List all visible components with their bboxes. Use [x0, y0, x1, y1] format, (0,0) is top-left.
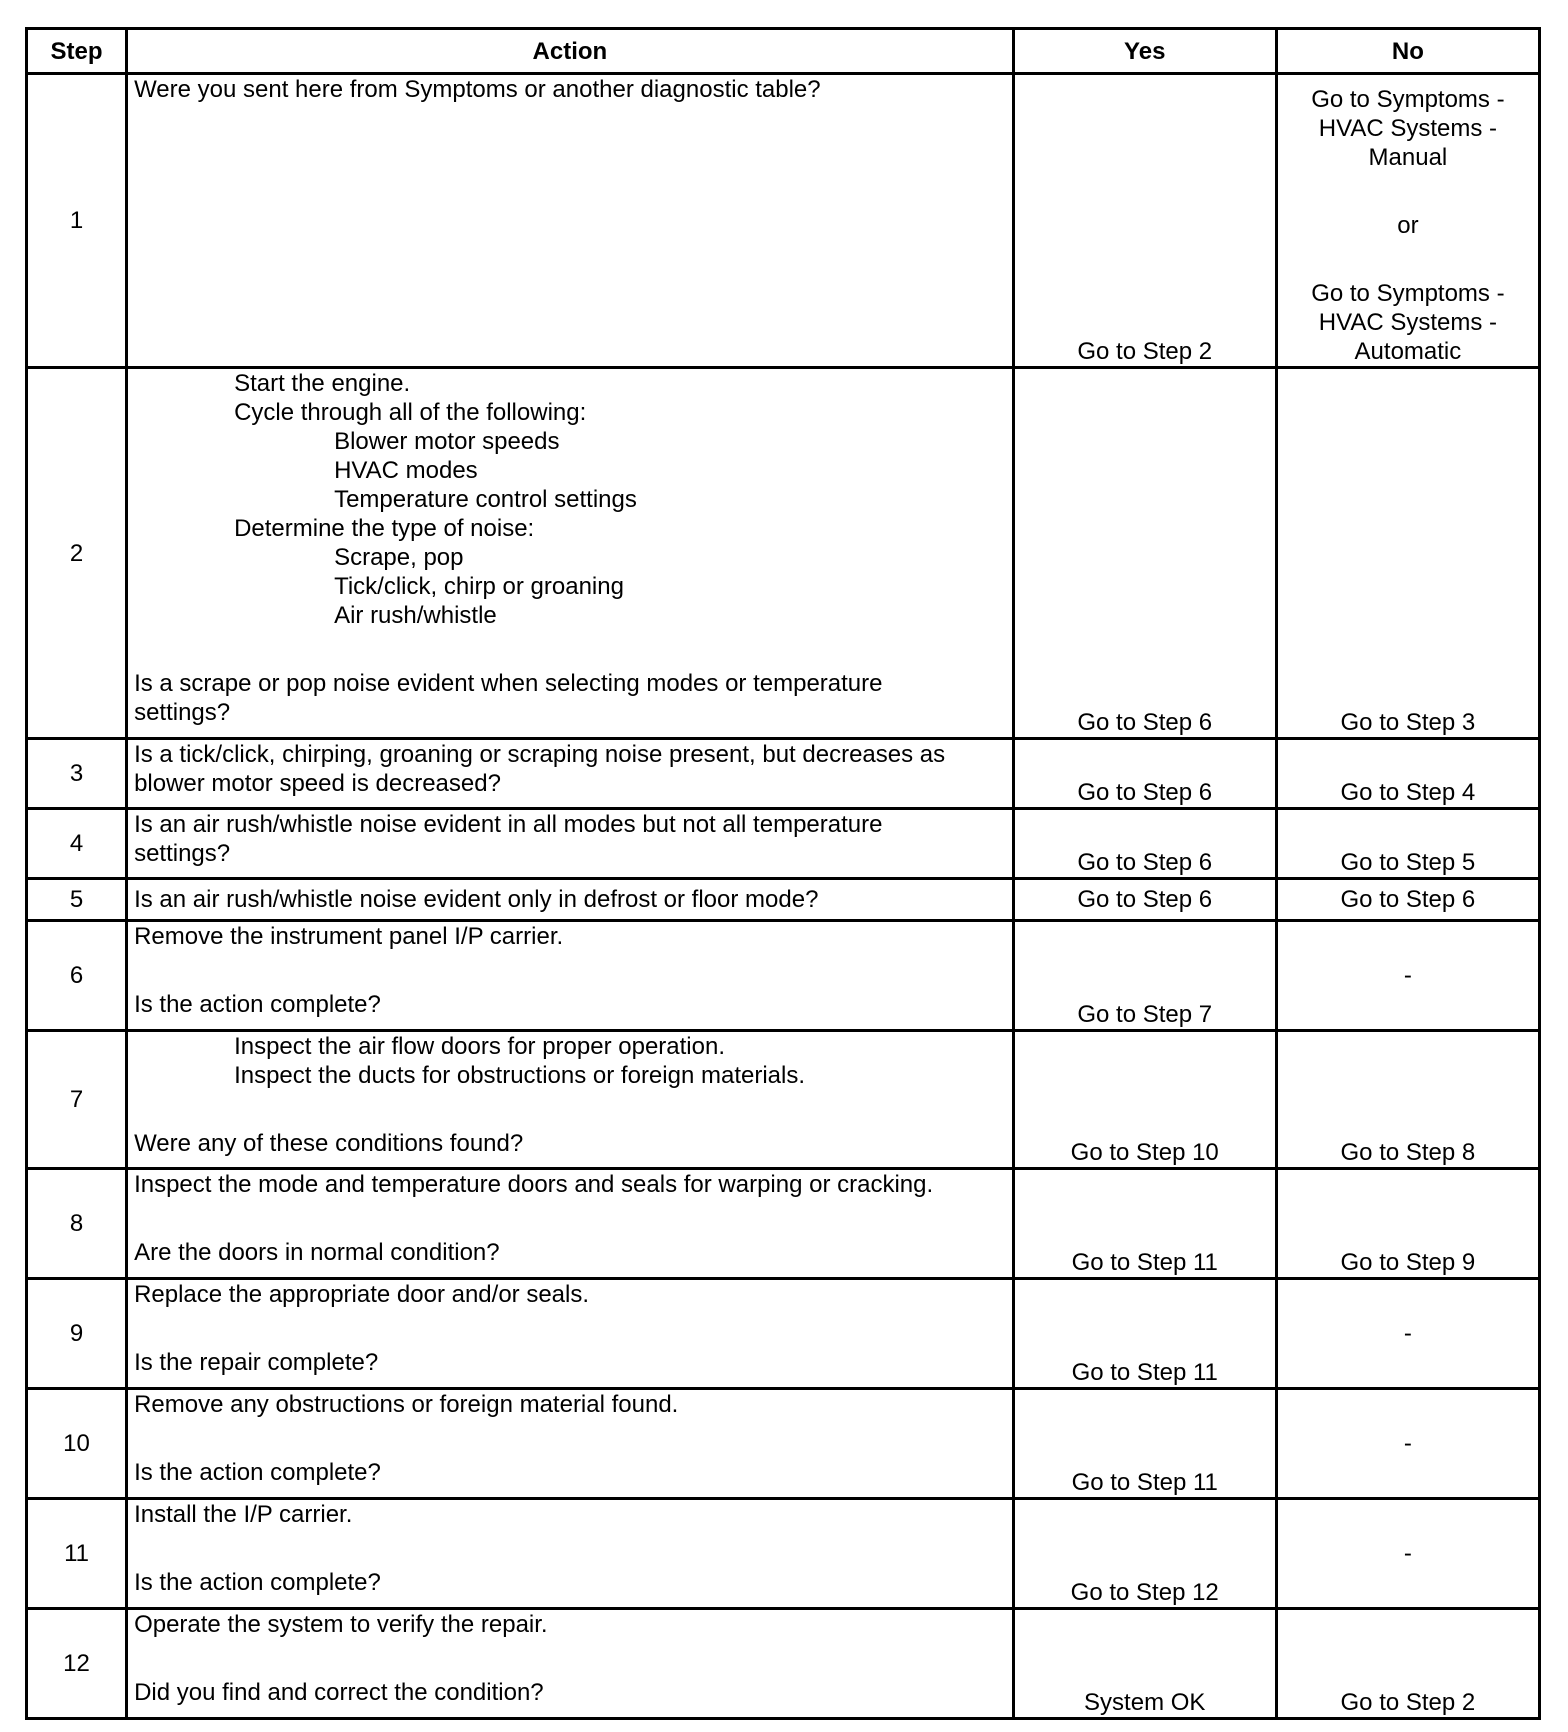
action-instruction: Start the engine. — [234, 370, 411, 397]
no-cell: - — [1276, 1499, 1539, 1609]
action-instruction: Inspect the ducts for obstructions or foreign materials. — [234, 1062, 805, 1089]
no-line: HVAC Systems - — [1318, 309, 1498, 336]
step-number: 4 — [27, 809, 127, 879]
step-number: 5 — [27, 879, 127, 921]
action-instruction: Remove the instrument panel I/P carrier. — [134, 923, 564, 950]
yes-cell: Go to Step 6 — [1013, 739, 1276, 809]
step-number: 10 — [27, 1389, 127, 1499]
action-cell — [127, 809, 1014, 879]
no-cell: Go to Step 6 — [1276, 879, 1539, 921]
action-instruction: Inspect the mode and temperature doors and seals for warping or cracking. — [134, 1171, 934, 1198]
action-cell — [127, 739, 1014, 809]
step-number: 6 — [27, 921, 127, 1031]
header-step: Step — [27, 29, 127, 74]
yes-cell: Go to Step 6 — [1013, 879, 1276, 921]
diagnostic-table — [25, 27, 1541, 1720]
action-instruction: Determine the type of noise: — [234, 515, 535, 542]
no-line: HVAC Systems - — [1318, 115, 1498, 142]
table-row-step-6 — [27, 921, 1540, 1031]
yes-cell: Go to Step 11 — [1013, 1389, 1276, 1499]
action-question: Is a tick/click, chirping, groaning or scraping noise present, but decreases as blower motor speed is decreased? — [134, 741, 946, 797]
action-cell — [127, 921, 1014, 1031]
header-action: Action — [127, 29, 1014, 74]
action-instruction: Cycle through all of the following: — [234, 399, 587, 426]
no-cell: Go to Step 3 — [1276, 368, 1539, 739]
action-cell — [127, 368, 1014, 739]
table-row-step-4 — [27, 809, 1540, 879]
action-instruction: Replace the appropriate door and/or seals. — [134, 1281, 590, 1308]
step-number: 1 — [27, 74, 127, 368]
no-or: or — [1397, 212, 1419, 239]
yes-cell: Go to Step 6 — [1013, 368, 1276, 739]
action-question: Is the repair complete? — [134, 1349, 379, 1376]
action-instruction: Remove any obstructions or foreign material found. — [134, 1391, 679, 1418]
no-line: Go to Symptoms - — [1311, 280, 1505, 307]
action-question: Were you sent here from Symptoms or another diagnostic table? — [134, 76, 821, 103]
step-number: 11 — [27, 1499, 127, 1609]
action-question: Did you find and correct the condition? — [134, 1679, 544, 1706]
table-row-step-8 — [27, 1169, 1540, 1279]
no-cell: - — [1276, 1389, 1539, 1499]
action-cell — [127, 1609, 1014, 1719]
table-row-step-10 — [27, 1389, 1540, 1499]
yes-cell: Go to Step 11 — [1013, 1279, 1276, 1389]
action-instruction: Install the I/P carrier. — [134, 1501, 353, 1528]
action-instruction: Operate the system to verify the repair. — [134, 1611, 548, 1638]
no-cell: Go to Step 9 — [1276, 1169, 1539, 1279]
action-subitem: Tick/click, chirp or groaning — [334, 573, 624, 600]
action-question: Is an air rush/whistle noise evident only in defrost or floor mode? — [134, 886, 819, 913]
action-cell — [127, 1499, 1014, 1609]
table-row-step-9 — [27, 1279, 1540, 1389]
yes-cell: Go to Step 2 — [1013, 74, 1276, 368]
yes-cell: System OK — [1013, 1609, 1276, 1719]
no-line: Manual — [1368, 144, 1448, 171]
table-row-step-7 — [27, 1031, 1540, 1169]
yes-cell: Go to Step 10 — [1013, 1031, 1276, 1169]
yes-cell: Go to Step 6 — [1013, 809, 1276, 879]
action-subitem: Scrape, pop — [334, 544, 464, 571]
step-number: 2 — [27, 368, 127, 739]
action-question: Is the action complete? — [134, 1459, 381, 1486]
table-row-step-5 — [27, 879, 1540, 921]
table-row-step-2 — [27, 368, 1540, 739]
action-cell — [127, 1389, 1014, 1499]
no-line: Automatic — [1354, 338, 1462, 365]
action-subitem: HVAC modes — [334, 457, 478, 484]
no-cell — [1276, 74, 1539, 368]
no-cell: Go to Step 4 — [1276, 739, 1539, 809]
action-question: Are the doors in normal condition? — [134, 1239, 500, 1266]
action-question: Is a scrape or pop noise evident when selecting modes or temperature settings? — [134, 670, 883, 726]
no-cell: - — [1276, 921, 1539, 1031]
step-number: 7 — [27, 1031, 127, 1169]
no-cell: Go to Step 2 — [1276, 1609, 1539, 1719]
action-question: Were any of these conditions found? — [134, 1130, 524, 1157]
action-cell — [127, 879, 1014, 921]
header-row — [27, 29, 1540, 74]
action-cell — [127, 1279, 1014, 1389]
step-number: 12 — [27, 1609, 127, 1719]
no-line: Go to Symptoms - — [1311, 86, 1505, 113]
step-number: 3 — [27, 739, 127, 809]
action-subitem: Air rush/whistle — [334, 602, 497, 629]
yes-cell: Go to Step 12 — [1013, 1499, 1276, 1609]
action-instruction: Inspect the air flow doors for proper operation. — [234, 1033, 725, 1060]
step-number: 8 — [27, 1169, 127, 1279]
action-question: Is the action complete? — [134, 1569, 381, 1596]
no-cell: - — [1276, 1279, 1539, 1389]
no-cell: Go to Step 5 — [1276, 809, 1539, 879]
table-row-step-3 — [27, 739, 1540, 809]
header-no: No — [1276, 29, 1539, 74]
header-yes: Yes — [1013, 29, 1276, 74]
action-cell — [127, 1031, 1014, 1169]
action-question: Is an air rush/whistle noise evident in all modes but not all temperature settings? — [134, 811, 883, 867]
table-row-step-12 — [27, 1609, 1540, 1719]
yes-cell: Go to Step 7 — [1013, 921, 1276, 1031]
action-subitem: Blower motor speeds — [334, 428, 560, 455]
action-question: Is the action complete? — [134, 991, 381, 1018]
table-row-step-11 — [27, 1499, 1540, 1609]
step-number: 9 — [27, 1279, 127, 1389]
action-cell — [127, 74, 1014, 368]
action-subitem: Temperature control settings — [334, 486, 637, 513]
yes-cell: Go to Step 11 — [1013, 1169, 1276, 1279]
action-cell — [127, 1169, 1014, 1279]
no-cell: Go to Step 8 — [1276, 1031, 1539, 1169]
table-row-step-1 — [27, 74, 1540, 368]
